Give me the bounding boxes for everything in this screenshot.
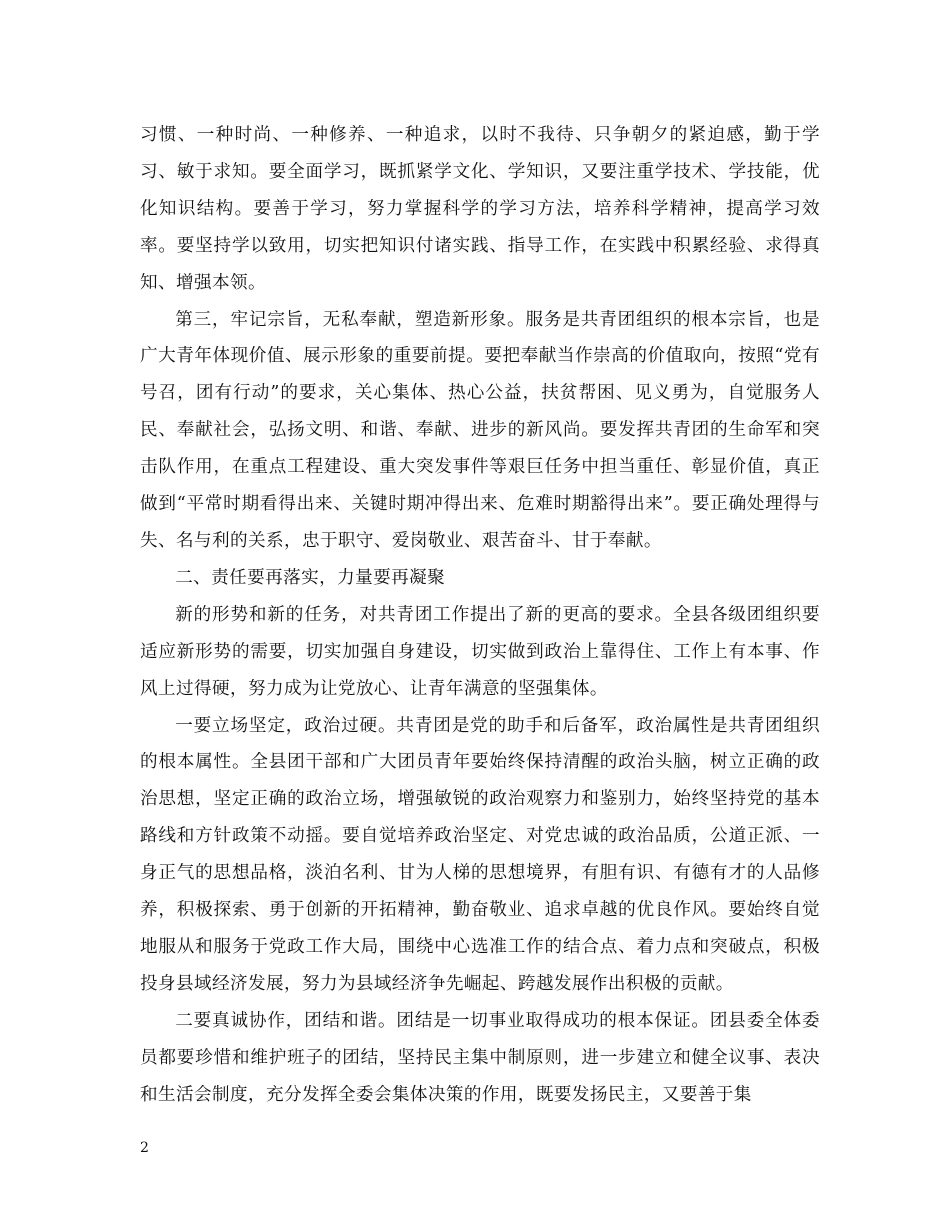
paragraph-new-situation: 新的形势和新的任务，对共青团工作提出了新的更高的要求。全县各级团组织要适应新形势的需要，切实加强自身建设，切实做到政治上靠得住、工作上有本事、作风上过得硬，努力成为让党放心、让青年满意的坚强集体。 (140, 604, 820, 699)
page-number: 2 (140, 1140, 149, 1156)
paragraph-political-firmness: 一要立场坚定，政治过硬。共青团是党的助手和后备军，政治属性是共青团组织的根本属性。全县团干部和广大团员青年要始终保持清醒的政治头脑，树立正确的政治思想，坚定正确的政治立场，增强敏锐的政治观察力和鉴别力，始终坚持党的基本路线和方针政策不动摇。要自觉培养政治坚定、对党忠诚的政治品质，公道正派、一身正气的思想品格，淡泊名利、甘为人梯的思想境界，有胆有识、有德有才的人品修养，积极探索、勇于创新的开拓精神，勤奋敬业、追求卓越的优良作风。要始终自觉地服从和服务于党政工作大局，围绕中心选准工作的结合点、着力点和突破点，积极投身县域经济发展，努力为县域经济争先崛起、跨越发展作出积极的贡献。 (140, 715, 820, 994)
paragraph-third-serve-dedication: 第三，牢记宗旨，无私奉献，塑造新形象。服务是共青团组织的根本宗旨，也是广大青年体现价值、展示形象的重要前提。要把奉献当作崇高的价值取向，按照“党有号召，团有行动”的要求，关心集体、热心公益，扶贫帮困、见义勇为，自觉服务人民、奉献社会，弘扬文明、和谐、奉献、进步的新风尚。要发挥共青团的生命军和突击队作用，在重点工程建设、重大突发事件等艰巨任务中担当重任、彰显价值，真正做到“平常时期看得出来、关键时期冲得出来、危难时期豁得出来”。要正确处理得与失、名与利的关系，忠于职守、爱岗敬业、艰苦奋斗、甘于奉献。 (140, 309, 820, 551)
section-heading-responsibility: 二、责任要再落实，力量要再凝聚 (175, 567, 446, 588)
document-body (140, 117, 820, 1113)
paragraph-study-habits: 习惯、一种时尚、一种修养、一种追求，以时不我待、只争朝夕的紧迫感，勤于学习、敏于求知。要全面学习，既抓紧学文化、学知识，又要注重学技术、学技能，优化知识结构。要善于学习，努力掌握科学的学习方法，培养科学精神，提高学习效率。要坚持学以致用，切实把知识付诸实践、指导工作，在实践中积累经验、求得真知、增强本领。 (140, 125, 820, 293)
paragraph-unity-cooperation: 二要真诚协作，团结和谐。团结是一切事业取得成功的根本保证。团县委全体委员都要珍惜和维护班子的团结，坚持民主集中制原则，进一步建立和健全议事、表决和生活会制度，充分发挥全委会集体决策的作用，既要发扬民主，又要善于集 (140, 1010, 820, 1105)
